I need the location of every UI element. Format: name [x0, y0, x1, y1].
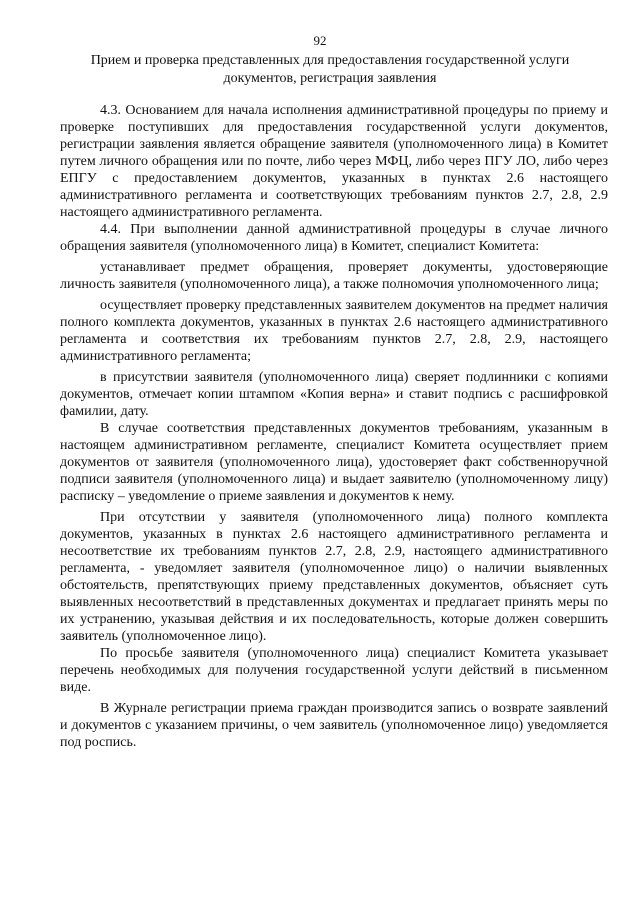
paragraph-copy-verification: в присутствии заявителя (уполномоченного лица) сверяет подлинники с копиями документов, отмечает копии штампом «Копия верна» и ставит подпись с расшифровкой фамилии, дату. [60, 370, 608, 419]
paragraph-journal-record: В Журнале регистрации приема граждан производится запись о возврате заявлений и документов с указанием причины, о чем заявитель (уполномоченное лицо) уведомляется под роспись. [60, 701, 608, 750]
paragraph-incomplete-set: При отсутствии у заявителя (уполномоченного лица) полного комплекта документов, указанных в пунктах 2.6 настоящего административного регламента и несоответствие их требованиям пунктов 2.7, 2.8, 2.9, настоящего административного регламента, - уведомляет заявителя (уполномоченное лицо) о наличии выявленных обстоятельств, препятствующих приему представленных документов, объясняет суть выявленных несоответствий в представленных документах и предлагает принять меры по их устранению, указывая действия и их последовательность, которые должен совершить заявитель (уполномоченное лицо). [60, 510, 608, 644]
paragraph-written-list: По просьбе заявителя (уполномоченного лица) специалист Комитета указывает перечень необходимых для получения государственной услуги действий в письменном виде. [60, 646, 608, 695]
paragraph-4-3: 4.3. Основанием для начала исполнения административной процедуры по приему и проверке поступивших для предоставления государственной услуги документов, регистрации заявления является обращение заявителя (уполномоченного лица) в Комитет путем личного обращения или по почте, либо через МФЦ, либо через ПГУ ЛО, либо через ЕПГУ с предоставлением документов, указанных в пунктах 2.6 настоящего административного регламента и соответствующих требованиям пунктов 2.7, 2.8, 2.9 настоящего административного регламента. [60, 103, 608, 220]
paragraph-4-4: 4.4. При выполнении данной административной процедуры в случае личного обращения заявителя (уполномоченного лица) в Комитет, специалист Комитета: [60, 222, 608, 254]
paragraph-completeness-check: осуществляет проверку представленных заявителем документов на предмет наличия полного комплекта документов, указанных в пунктах 2.6 настоящего административного регламента и соответствия их требованиям пунктов 2.7, 2.8, 2.9, настоящего административного регламента; [60, 298, 608, 364]
paragraph-identity-check: устанавливает предмет обращения, проверяет документы, удостоверяющие личность заявителя (уполномоченного лица), а также полномочия уполномоченного лица; [60, 260, 608, 292]
paragraph-acceptance: В случае соответствия представленных документов требованиям, указанным в настоящем административном регламенте, специалист Комитета осуществляет прием документов от заявителя (уполномоченного лица), удостоверяет факт собственноручной подписи заявителя (уполномоченного лица) и выдает заявителю (уполномоченному лицу) расписку – уведомление о приеме заявления и документов к нему. [60, 421, 608, 504]
section-heading [60, 52, 600, 88]
document-body [60, 102, 608, 751]
page-number: 92 [313, 33, 327, 48]
section-heading-line-1: Прием и проверка представленных для предоставления государственной услуги [90, 53, 570, 68]
section-heading-line-2: документов, регистрация заявления [223, 71, 437, 86]
